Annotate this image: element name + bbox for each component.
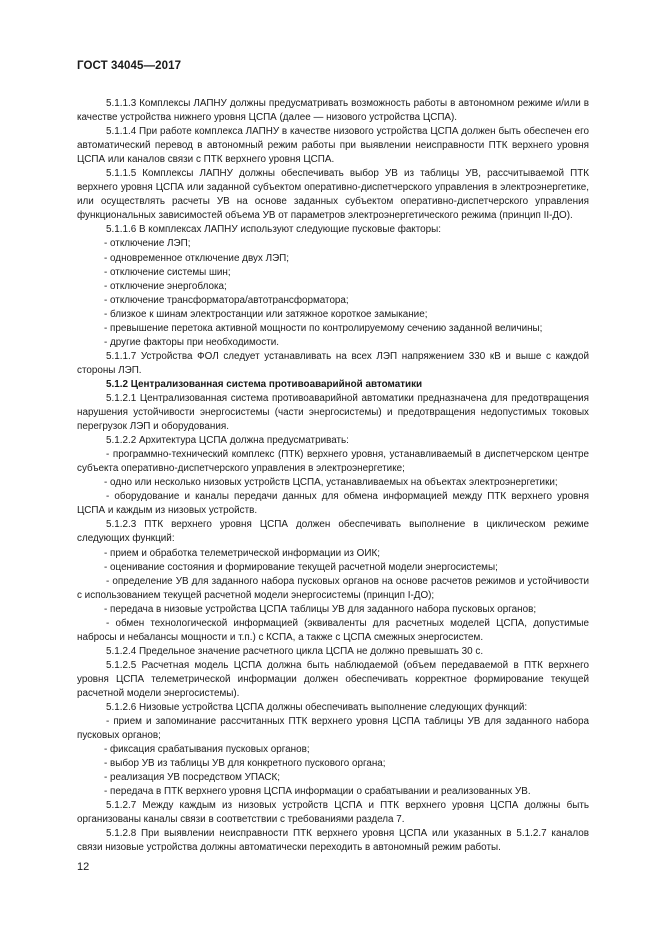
- list-item: - отключение системы шин;: [104, 266, 231, 278]
- list-item: - прием и обработка телеметрической информации из ОИК;: [104, 547, 380, 559]
- list-item: - выбор УВ из таблицы УВ для конкретного пускового органа;: [104, 758, 386, 770]
- list-item: - оборудование и каналы передачи данных для обмена информацией между ПТК верхнего уровня ЦСПА и каждым из низовых устройств.: [77, 491, 589, 517]
- paragraph: 5.1.2.2 Архитектура ЦСПА должна предусматривать:: [106, 435, 349, 447]
- list-item: - определение УВ для заданного набора пусковых органов на основе расчетов режимов и устойчивости с использованием текущей расчетной модели энергосистемы (принцип I-ДО);: [77, 575, 589, 601]
- section-heading: 5.1.2 Централизованная система противоаварийной автоматики: [106, 378, 423, 390]
- list-item: - одновременное отключение двух ЛЭП;: [104, 252, 290, 264]
- document-body: [77, 97, 589, 856]
- list-item: - отключение трансформатора/автотрансформатора;: [104, 294, 349, 306]
- list-item: - программно-технический комплекс (ПТК) верхнего уровня, устанавливаемый в диспетчерском центре субъекта оперативно-диспетчерского управления в электроэнергетике;: [77, 449, 589, 475]
- list-item: - фиксация срабатывания пусковых органов;: [104, 744, 310, 756]
- list-item: - прием и запоминание рассчитанных ПТК верхнего уровня ЦСПА таблицы УВ для заданного набора пусковых органов;: [77, 716, 589, 742]
- paragraph: 5.1.1.6 В комплексах ЛАПНУ используют следующие пусковые факторы:: [106, 224, 441, 236]
- paragraph: 5.1.1.3 Комплексы ЛАПНУ должны предусматривать возможность работы в автономном режиме и/или в качестве устройства нижнего уровня ЦСПА (далее — низового устройства ЦСПА).: [77, 98, 589, 124]
- document-header: ГОСТ 34045—2017: [77, 60, 182, 72]
- paragraph: 5.1.2.7 Между каждым из низовых устройств ЦСПА и ПТК верхнего уровня ЦСПА должны быть организованы каналы связи в соответствии с требованиями раздела 7.: [77, 800, 589, 826]
- list-item: - передача в ПТК верхнего уровня ЦСПА информации о срабатывании и реализованных УВ.: [104, 786, 531, 798]
- list-item: - отключение энергоблока;: [104, 280, 227, 292]
- paragraph: 5.1.1.4 При работе комплекса ЛАПНУ в качестве низового устройства ЦСПА должен быть обеспечен его автоматический перевод в автономный режим работы при выявлении неисправности ПТК верхнего уровня ЦСПА или каналов связи с ПТК верхнего уровня ЦСПА.: [77, 126, 589, 166]
- list-item: - другие факторы при необходимости.: [104, 336, 279, 348]
- paragraph: 5.1.2.1 Централизованная система противоаварийной автоматики предназначена для предотвращения нарушения устойчивости энергосистемы (части энергосистемы) и предотвращения недопустимых токовых перегрузок ЛЭП и оборудования.: [77, 392, 589, 433]
- paragraph: 5.1.1.5 Комплексы ЛАПНУ должны обеспечивать выбор УВ из таблицы УВ, рассчитываемой ПТК верхнего уровня ЦСПА или заданной субъектом оперативно-диспетчерского управления в электроэнергетике, или осуществлять расчеты УВ на основе заданных субъектом оперативно-диспетчерского управления функциональных зависимостей объема УВ от параметров электроэнергетического режима (принцип II-ДО).: [77, 168, 589, 222]
- paragraph: 5.1.2.6 Низовые устройства ЦСПА должны обеспечивать выполнение следующих функций:: [106, 702, 528, 714]
- list-item: - близкое к шинам электростанции или затяжное короткое замыкание;: [104, 308, 428, 320]
- list-item: - обмен технологической информацией (эквиваленты для расчетных моделей ЦСПА, допустимые набросы и небалансы мощности и т.п.) с КСПА, а также с ЦСПА смежных энергосистем.: [77, 617, 589, 643]
- list-item: - превышение перетока активной мощности по контролируемому сечению заданной величины;: [104, 322, 543, 334]
- list-item: - оценивание состояния и формирование текущей расчетной модели энергосистемы;: [104, 561, 498, 573]
- page-number: 12: [77, 861, 90, 873]
- paragraph: 5.1.2.8 При выявлении неисправности ПТК верхнего уровня ЦСПА или указанных в 5.1.2.7 каналов связи низовые устройства должны автоматически переходить в автономный режим работы.: [77, 828, 589, 854]
- paragraph: 5.1.2.4 Предельное значение расчетного цикла ЦСПА не должно превышать 30 с.: [106, 645, 484, 657]
- list-item: - одно или несколько низовых устройств ЦСПА, устанавливаемых на объектах электроэнергетики;: [104, 477, 558, 489]
- list-item: - реализация УВ посредством УПАСК;: [104, 772, 280, 784]
- paragraph: 5.1.2.5 Расчетная модель ЦСПА должна быть наблюдаемой (объем передаваемой в ПТК верхнего уровня ЦСПА телеметрической информации должен обеспечивать корректное формирование текущей расчетной модели энергосистемы).: [77, 659, 589, 699]
- paragraph: 5.1.1.7 Устройства ФОЛ следует устанавливать на всех ЛЭП напряжением 330 кВ и выше с каждой стороны ЛЭП.: [77, 350, 589, 376]
- paragraph: 5.1.2.3 ПТК верхнего уровня ЦСПА должен обеспечивать выполнение в циклическом режиме следующих функций:: [77, 519, 589, 545]
- list-item: - передача в низовые устройства ЦСПА таблицы УВ для заданного набора пусковых органов;: [104, 603, 537, 615]
- list-item: - отключение ЛЭП;: [104, 238, 191, 250]
